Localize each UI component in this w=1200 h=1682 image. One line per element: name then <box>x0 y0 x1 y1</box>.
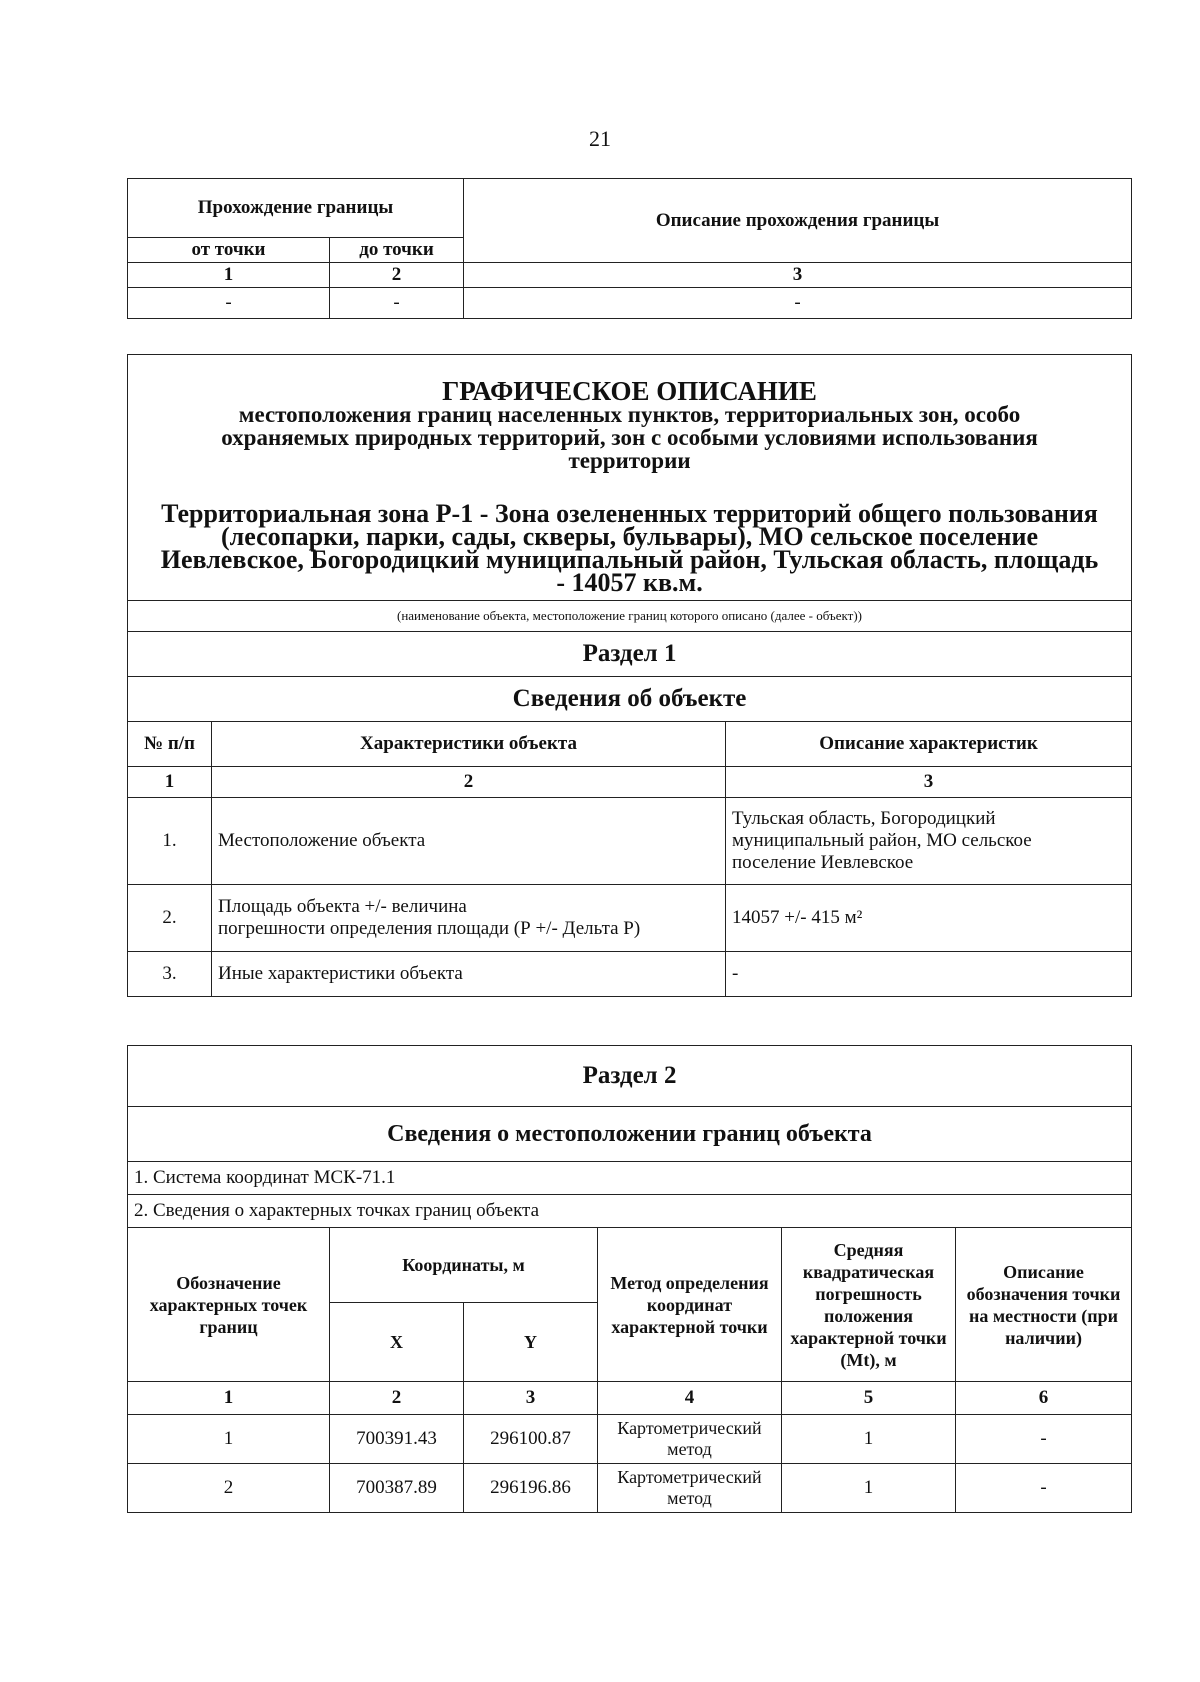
zone-title-line-3: Иевлевское, Богородицкий муниципальный район, Тульская область, площадь <box>160 545 1099 574</box>
points-info: 2. Сведения о характерных точках границ объекта <box>128 1195 1132 1228</box>
row-characteristic-line-2: погрешности определения площади (Р +/- Дельта Р) <box>218 918 641 939</box>
row-number: 1. <box>128 798 212 885</box>
col-number-3: 3 <box>726 767 1132 798</box>
row-characteristic: Иные характеристики объекта <box>212 952 726 997</box>
row-characteristic <box>212 885 726 952</box>
header-point-description: Описание обозначения точки на местности (при наличии) <box>956 1228 1132 1382</box>
header-to-point: до точки <box>330 238 464 263</box>
point-y: 296196.86 <box>464 1464 598 1513</box>
col-number-2: 2 <box>330 1382 464 1415</box>
col-number-1: 1 <box>128 767 212 798</box>
document-subtitle-line-3: территории <box>568 448 691 473</box>
header-method: Метод определения координат характерной точки <box>598 1228 782 1382</box>
header-coordinates: Координаты, м <box>330 1228 598 1303</box>
row-description <box>726 798 1132 885</box>
row-description: 14057 +/- 415 м² <box>726 885 1132 952</box>
point-description: - <box>956 1415 1132 1464</box>
page-number: 21 <box>589 126 611 151</box>
header-point-designation: Обозначение характерных точек границ <box>128 1228 330 1382</box>
zone-title-line-2: (лесопарки, парки, сады, скверы, бульвары), МО сельское поселение <box>221 522 1038 551</box>
row-characteristic-line-1: Площадь объекта +/- величина <box>218 896 467 917</box>
col-number-4: 4 <box>598 1382 782 1415</box>
point-method <box>598 1415 782 1464</box>
point-method-line-2: метод <box>667 1488 712 1508</box>
point-error: 1 <box>782 1464 956 1513</box>
row-number: 3. <box>128 952 212 997</box>
section-1-subtitle: Сведения об объекте <box>128 677 1132 722</box>
section-2-table <box>127 1045 1132 1513</box>
header-characteristics-description: Описание характеристик <box>726 722 1132 767</box>
row-to: - <box>330 288 464 319</box>
object-caption: (наименование объекта, местоположение границ которого описано (далее - объект)) <box>128 601 1132 632</box>
col-number-1: 1 <box>128 1382 330 1415</box>
row-from: - <box>128 288 330 319</box>
table-row <box>128 798 1132 885</box>
row-description-line-3: поселение Иевлевское <box>732 852 914 873</box>
col-number-2: 2 <box>212 767 726 798</box>
header-y: Y <box>464 1303 598 1382</box>
header-characteristics: Характеристики объекта <box>212 722 726 767</box>
zone-title-line-1: Территориальная зона Р-1 - Зона озелененных территорий общего пользования <box>161 499 1098 528</box>
row-characteristic: Местоположение объекта <box>212 798 726 885</box>
point-id: 1 <box>128 1415 330 1464</box>
point-y: 296100.87 <box>464 1415 598 1464</box>
section-1-title: Раздел 1 <box>128 632 1132 677</box>
row-description-line-2: муниципальный район, МО сельское <box>732 830 1032 851</box>
header-row-number: № п/п <box>128 722 212 767</box>
document-subtitle-line-2: охраняемых природных территорий, зон с особыми условиями использования <box>221 425 1038 450</box>
header-boundary-passage: Прохождение границы <box>128 179 464 238</box>
col-number-5: 5 <box>782 1382 956 1415</box>
table-row <box>128 952 1132 997</box>
document-subtitle-line-1: местоположения границ населенных пунктов, территориальных зон, особо <box>238 402 1021 427</box>
num-to: 2 <box>330 263 464 288</box>
point-id: 2 <box>128 1464 330 1513</box>
point-error: 1 <box>782 1415 956 1464</box>
point-method-line-1: Картометрический <box>617 1418 762 1438</box>
table-row <box>128 1415 1132 1464</box>
coordinate-system: 1. Система координат МСК-71.1 <box>128 1162 1132 1195</box>
num-desc: 3 <box>464 263 1132 288</box>
point-x: 700387.89 <box>330 1464 464 1513</box>
section-2-subtitle: Сведения о местоположении границ объекта <box>128 1107 1132 1162</box>
table-row <box>128 885 1132 952</box>
header-boundary-description: Описание прохождения границы <box>464 179 1132 263</box>
col-number-3: 3 <box>464 1382 598 1415</box>
col-number-6: 6 <box>956 1382 1132 1415</box>
row-number: 2. <box>128 885 212 952</box>
boundary-table <box>127 178 1132 319</box>
document-title: ГРАФИЧЕСКОЕ ОПИСАНИЕ <box>442 376 817 406</box>
point-method-line-2: метод <box>667 1439 712 1459</box>
point-method-line-1: Картометрический <box>617 1467 762 1487</box>
num-from: 1 <box>128 263 330 288</box>
point-method <box>598 1464 782 1513</box>
point-description: - <box>956 1464 1132 1513</box>
zone-title-line-4: - 14057 кв.м. <box>556 568 703 597</box>
header-from-point: от точки <box>128 238 330 263</box>
section-2-title: Раздел 2 <box>128 1046 1132 1107</box>
graphic-description-table <box>127 354 1132 997</box>
header-x: X <box>330 1303 464 1382</box>
table-row <box>128 1464 1132 1513</box>
row-desc: - <box>464 288 1132 319</box>
header-mean-error: Средняя квадратическая погрешность положения характерной точки (Mt), м <box>782 1228 956 1382</box>
row-description: - <box>726 952 1132 997</box>
row-description-line-1: Тульская область, Богородицкий <box>732 808 996 829</box>
point-x: 700391.43 <box>330 1415 464 1464</box>
